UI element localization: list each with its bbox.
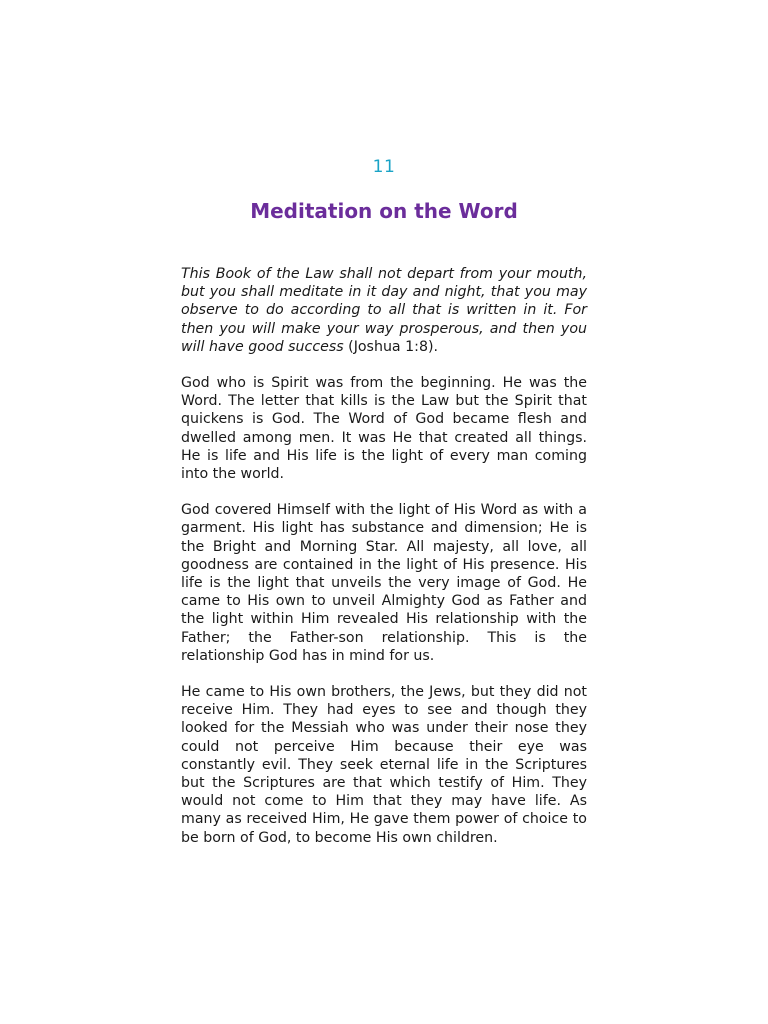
chapter-title: Meditation on the Word — [250, 199, 518, 223]
paragraph-1: God who is Spirit was from the beginning. He was the Word. The letter that kills is the Law but the Spirit that quickens is God. The Word of God became flesh and dwelled among men. It was He that created all things. He is life and His life is the light of every man coming into the world. — [181, 375, 587, 483]
chapter-number: 11 — [372, 157, 396, 177]
epigraph-reference: (Joshua 1:8). — [348, 338, 439, 355]
chapter-body — [181, 265, 587, 865]
epigraph — [181, 265, 587, 356]
epigraph-text: This Book of the Law shall not depart from your mouth, but you shall meditate in it day and night, that you may observe to do according to all that is written in it. For then you will make your way prosperous, and then you will have good success — [181, 266, 587, 355]
paragraph-2: God covered Himself with the light of His Word as with a garment. His light has substance and dimension; He is the Bright and Morning Star. All majesty, all love, all goodness are contained in the light of His presence. His life is the light that unveils the very image of God. He came to His own to unveil Almighty God as Father and the light within Him revealed His relationship with the Father; the Father-son relationship. This is the relationship God has in mind for us. — [181, 502, 587, 664]
paragraph-3: He came to His own brothers, the Jews, but they did not receive Him. They had eyes to see and though they looked for the Messiah who was under their nose they could not perceive Him because their eye was constantly evil. They seek eternal life in the Scriptures but the Scriptures are that which testify of Him. They would not come to Him that they may have life. As many as received Him, He gave them power of choice to be born of God, to become His own children. — [181, 684, 587, 846]
